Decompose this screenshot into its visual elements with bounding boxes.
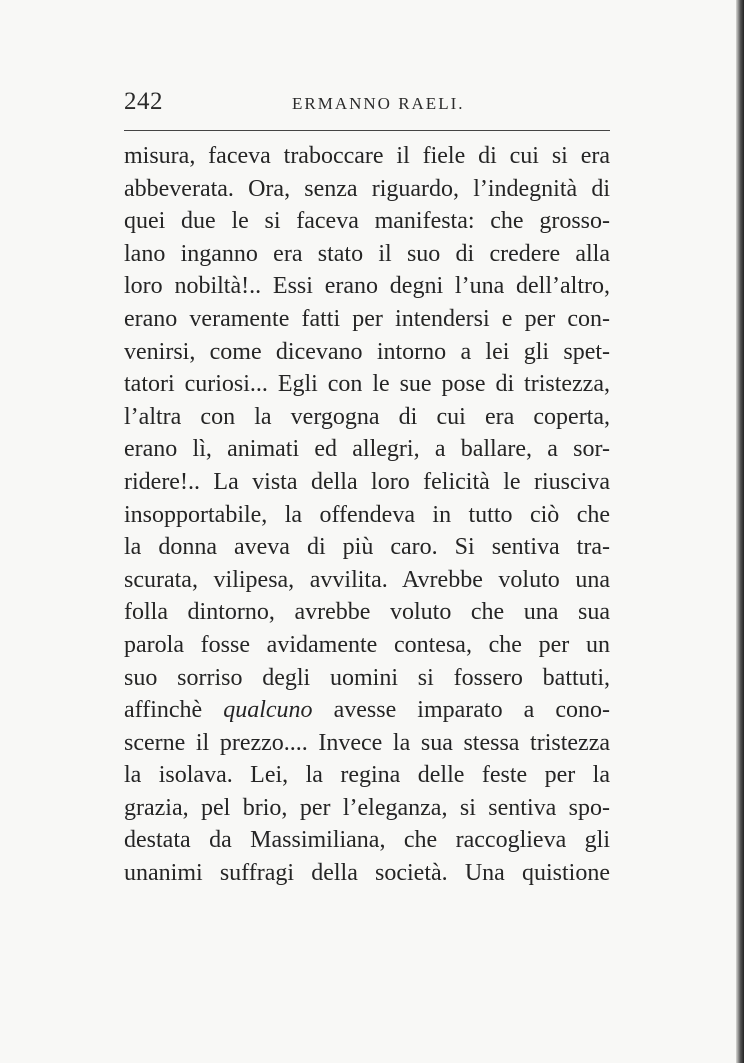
text-line: parola fosse avidamente contesa, che per un (124, 631, 610, 658)
text-line: venirsi, come dicevano intorno a lei gli spet- (124, 338, 610, 365)
page-edge-shadow (736, 0, 744, 1063)
text-line: la isolava. Lei, la regina delle feste per la (124, 762, 610, 789)
page-header (124, 88, 610, 118)
italic-word: qualcuno (223, 697, 313, 724)
text-line: scerne il prezzo.... Invece la sua stessa tristezza (124, 729, 610, 756)
running-title: ERMANNO RAELI. (292, 94, 465, 113)
line18-after: avesse imparato a cono- (312, 697, 610, 724)
text-line: ridere!.. La vista della loro felicità le riusciva (124, 468, 610, 495)
text-line: l’altra con la vergogna di cui era coperta, (124, 403, 610, 430)
header-rule (124, 130, 610, 131)
text-line: lano inganno era stato il suo di credere alla (124, 240, 610, 267)
text-line: insopportabile, la offendeva in tutto ciò che (124, 501, 610, 528)
text-line-with-italic (124, 694, 610, 727)
text-line: loro nobiltà!.. Essi erano degni l’una dell’altro, (124, 273, 610, 300)
text-line: erano veramente fatti per intendersi e per con- (124, 305, 610, 332)
text-line: la donna aveva di più caro. Si sentiva tra- (124, 534, 610, 561)
text-line: grazia, pel brio, per l’eleganza, si sentiva spo- (124, 794, 610, 821)
text-line: folla dintorno, avrebbe voluto che una sua (124, 599, 610, 626)
text-line: erano lì, animati ed allegri, a ballare, a sor- (124, 436, 610, 463)
line18-before: affinchè (124, 697, 224, 724)
text-line: suo sorriso degli uomini si fossero battuti, (124, 664, 610, 691)
text-line: scurata, vilipesa, avvilita. Avrebbe voluto una (124, 566, 610, 593)
text-line: misura, faceva traboccare il fiele di cui si era (124, 143, 610, 169)
text-line: unanimi suffragi della società. Una quistione (124, 860, 610, 887)
text-line: abbeverata. Ora, senza riguardo, l’indegnità di (124, 175, 610, 202)
text-line: quei due le si faceva manifesta: che grosso- (124, 208, 610, 235)
text-line: tatori curiosi... Egli con le sue pose di tristezza, (124, 371, 610, 398)
body-text (124, 140, 610, 890)
text-line: destata da Massimiliana, che raccoglieva gli (124, 827, 610, 854)
page-number: 242 (124, 88, 163, 115)
